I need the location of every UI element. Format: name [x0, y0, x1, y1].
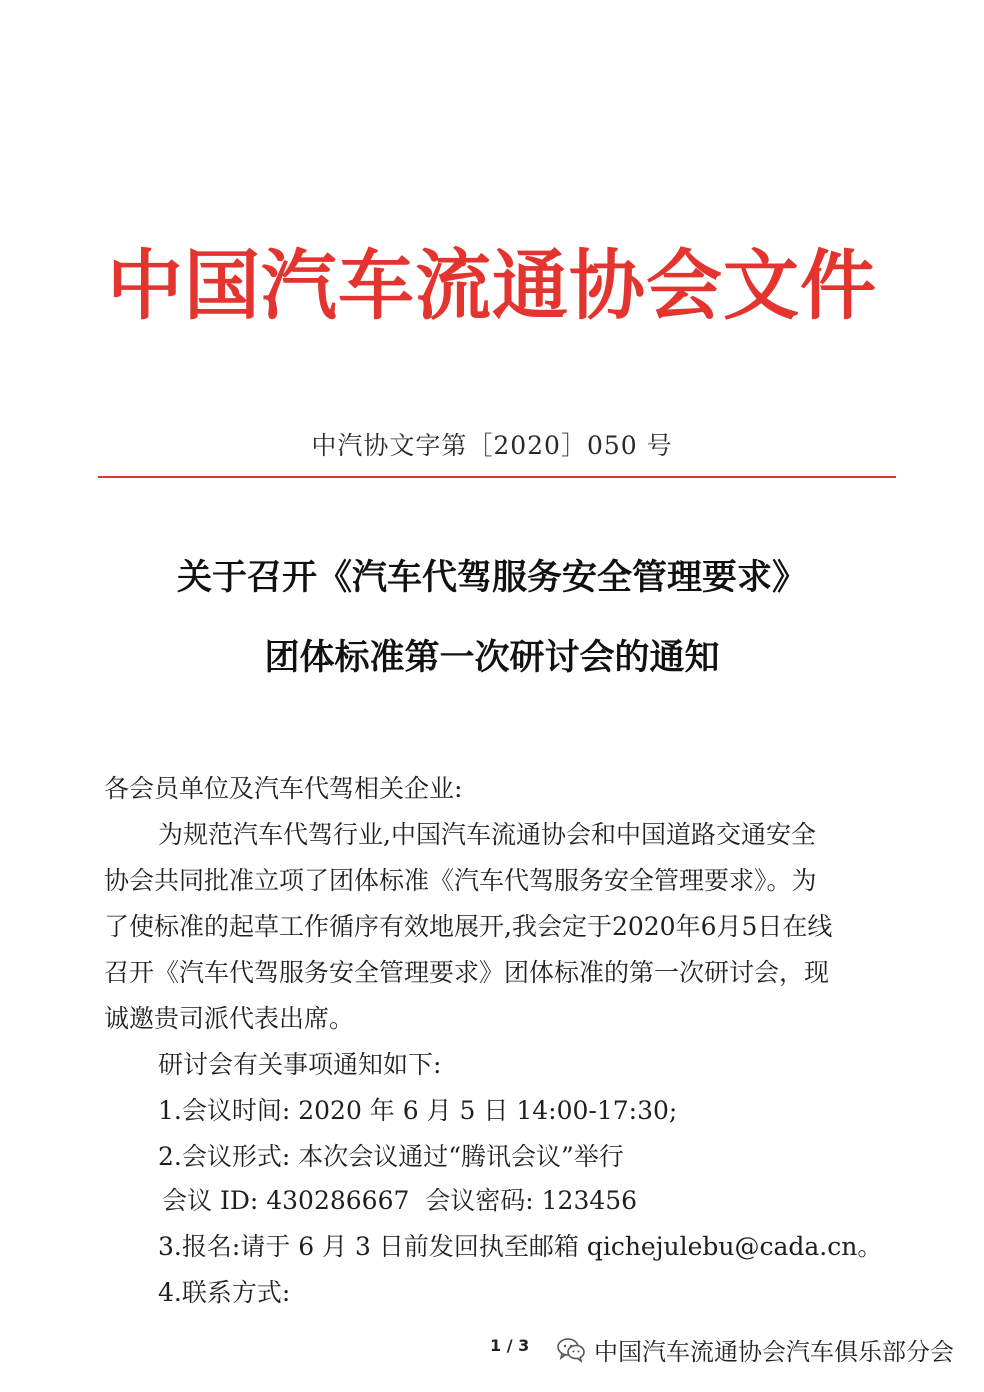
salutation: 各会员单位及汽车代驾相关企业:	[104, 774, 463, 803]
paragraph-1-line-1: 为规范汽车代驾行业,中国汽车流通协会和中国道路交通安全	[158, 820, 816, 849]
wechat-icon	[556, 1337, 586, 1363]
page-indicator: 1 / 3	[490, 1336, 530, 1355]
document-number: 中汽协文字第［2020］050 号	[311, 431, 673, 460]
item-3-registration: 3.报名:请于 6 月 3 日前发回执至邮箱 qichejulebu@cada.cn。	[158, 1232, 883, 1261]
meeting-id-and-password: 会议 ID: 430286667 会议密码: 123456	[162, 1186, 638, 1215]
brand-name: 中国汽车流通协会汽车俱乐部分会	[594, 1338, 954, 1366]
item-2-meeting-format: 2.会议形式: 本次会议通过“腾讯会议”举行	[158, 1142, 624, 1171]
notice-title-line-2: 团体标准第一次研讨会的通知	[264, 638, 720, 678]
wechat-brand-watermark	[556, 1332, 954, 1367]
notice-title-line-1: 关于召开《汽车代驾服务安全管理要求》	[176, 558, 807, 598]
paragraph-1-line-5: 诚邀贵司派代表出席。	[104, 1004, 355, 1033]
paragraph-1-line-4: 召开《汽车代驾服务安全管理要求》团体标准的第一次研讨会，现	[104, 958, 830, 987]
item-1-meeting-time: 1.会议时间: 2020 年 6 月 5 日 14:00-17:30;	[158, 1096, 678, 1125]
paragraph-1-line-2: 协会共同批准立项了团体标准《汽车代驾服务安全管理要求》。为	[104, 866, 817, 895]
paragraph-1-line-3: 了使标准的起草工作循序有效地展开,我会定于2020年6月5日在线	[104, 912, 833, 941]
org-title: 中国汽车流通协会文件	[107, 241, 877, 330]
red-divider	[98, 476, 896, 478]
item-4-contact: 4.联系方式:	[158, 1278, 291, 1307]
items-intro: 研讨会有关事项通知如下:	[158, 1050, 442, 1079]
